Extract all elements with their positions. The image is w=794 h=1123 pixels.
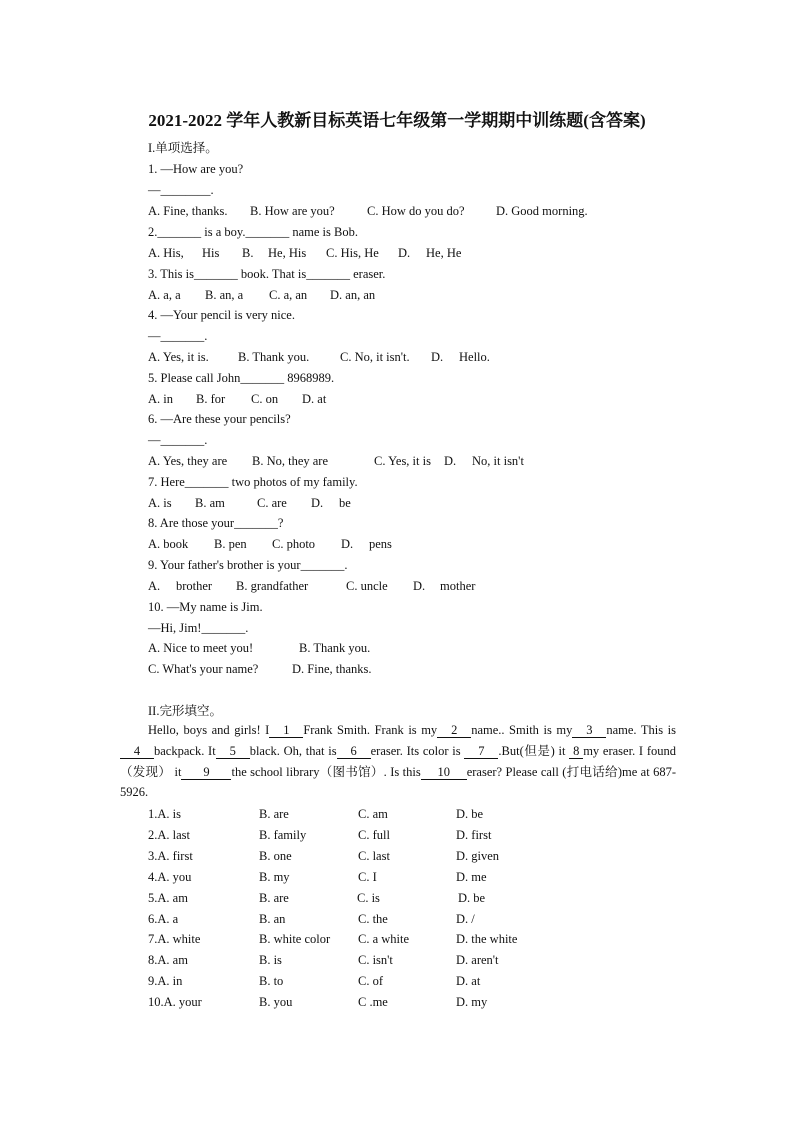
question-4: 4. —Your pencil is very nice. bbox=[148, 308, 295, 322]
option: C. Yes, it is bbox=[374, 454, 431, 468]
option: 3.A. first bbox=[148, 849, 193, 863]
option: B. Thank you. bbox=[299, 641, 371, 655]
question-6: 6. —Are these your pencils? bbox=[148, 412, 291, 426]
option: B. How are you? bbox=[250, 204, 335, 218]
option: A. a, a bbox=[148, 288, 181, 302]
option: Hello. bbox=[459, 350, 490, 364]
blank-9: 9 bbox=[181, 765, 231, 780]
option: C. am bbox=[358, 807, 388, 821]
blank-10: 10 bbox=[421, 765, 467, 780]
passage-text: my eraser. I found（发现） it bbox=[120, 743, 676, 779]
option: D. me bbox=[456, 870, 487, 884]
option: A. book bbox=[148, 537, 189, 551]
option: D. Good morning. bbox=[496, 204, 588, 218]
option: B. for bbox=[196, 392, 226, 406]
cloze-passage bbox=[120, 720, 676, 803]
blank-1: 1 bbox=[269, 723, 303, 738]
passage-text: name.. Smith is my bbox=[471, 723, 573, 737]
option: C. a white bbox=[358, 932, 410, 946]
passage-text: eraser? Please call (打电话给)me at 687-5926. bbox=[120, 764, 676, 800]
option: D. at bbox=[302, 392, 327, 406]
blank-8: 8 bbox=[569, 744, 583, 759]
option: B. family bbox=[259, 828, 307, 842]
option: A. Fine, thanks. bbox=[148, 204, 228, 218]
option: A. is bbox=[148, 496, 172, 510]
question-6-answer-line: —_______. bbox=[148, 433, 208, 447]
passage-text: backpack. It bbox=[154, 743, 216, 758]
option: B. are bbox=[259, 891, 289, 905]
option: C. are bbox=[257, 496, 287, 510]
option: D. / bbox=[456, 912, 475, 926]
question-4-answer-line: —_______. bbox=[148, 329, 208, 343]
option: C. His, He bbox=[326, 246, 379, 260]
option: D. be bbox=[458, 891, 486, 905]
option: D. given bbox=[456, 849, 500, 863]
option: He, He bbox=[426, 246, 462, 260]
question-9: 9. Your father's brother is your_______. bbox=[148, 558, 348, 572]
option: 8.A. am bbox=[148, 953, 188, 967]
option: B. an bbox=[259, 912, 286, 926]
option: C. last bbox=[358, 849, 390, 863]
option: B. am bbox=[195, 496, 225, 510]
passage-text: the school library（图书馆）. Is this bbox=[231, 764, 421, 779]
option: mother bbox=[440, 579, 476, 593]
option: D. an, an bbox=[330, 288, 376, 302]
option: C. I bbox=[358, 870, 377, 884]
option: A. bbox=[148, 579, 161, 593]
question-7: 7. Here_______ two photos of my family. bbox=[148, 475, 358, 489]
option: pens bbox=[369, 537, 392, 551]
option: D. be bbox=[456, 807, 484, 821]
option: A. His, bbox=[148, 246, 184, 260]
passage-text: eraser. Its color is bbox=[370, 743, 465, 758]
blank-4: 4 bbox=[120, 744, 154, 759]
option: A. in bbox=[148, 392, 173, 406]
option: B. to bbox=[259, 974, 284, 988]
option: C. uncle bbox=[346, 579, 388, 593]
option: D. at bbox=[456, 974, 481, 988]
section-heading-1: I.单项选择。 bbox=[148, 141, 218, 155]
blank-3: 3 bbox=[572, 723, 606, 738]
option: 1.A. is bbox=[148, 807, 181, 821]
option: D. Fine, thanks. bbox=[292, 662, 372, 676]
option: B. an, a bbox=[205, 288, 244, 302]
option: C. full bbox=[358, 828, 390, 842]
option: No, it isn't bbox=[472, 454, 524, 468]
question-1: 1. —How are you? bbox=[148, 162, 244, 176]
option: D. bbox=[398, 246, 411, 260]
blank-6: 6 bbox=[337, 744, 371, 759]
option: B. one bbox=[259, 849, 292, 863]
question-1-answer-line: —________. bbox=[148, 183, 214, 197]
option: D. the white bbox=[456, 932, 518, 946]
option: C. a, an bbox=[269, 288, 308, 302]
question-10: 10. —My name is Jim. bbox=[148, 600, 263, 614]
option: C .me bbox=[358, 995, 388, 1009]
option: C. What's your name? bbox=[148, 662, 259, 676]
passage-text: Hello, boys and girls! I bbox=[148, 723, 270, 737]
option: 9.A. in bbox=[148, 974, 183, 988]
option: C. the bbox=[358, 912, 388, 926]
blank-2: 2 bbox=[437, 723, 471, 738]
option: D. first bbox=[456, 828, 492, 842]
option: 2.A. last bbox=[148, 828, 191, 842]
option: He, His bbox=[268, 246, 307, 260]
option: 6.A. a bbox=[148, 912, 179, 926]
option: C. on bbox=[251, 392, 279, 406]
option: D. bbox=[311, 496, 324, 510]
option: C. No, it isn't. bbox=[340, 350, 410, 364]
section-heading-2: II.完形填空。 bbox=[148, 704, 222, 718]
question-10-answer-line: —Hi, Jim!_______. bbox=[148, 621, 249, 635]
option: His bbox=[202, 246, 220, 260]
option: C. is bbox=[357, 891, 380, 905]
passage-text: .But(但是) it bbox=[498, 743, 570, 758]
option: brother bbox=[176, 579, 213, 593]
option: A. Nice to meet you! bbox=[148, 641, 254, 655]
option: A. Yes, they are bbox=[148, 454, 228, 468]
option: 7.A. white bbox=[148, 932, 201, 946]
page-title: 2021-2022 学年人教新目标英语七年级第一学期期中训练题(含答案) bbox=[148, 111, 646, 130]
option: C. of bbox=[358, 974, 383, 988]
option: B. No, they are bbox=[252, 454, 329, 468]
option: D. bbox=[444, 454, 457, 468]
option: C. How do you do? bbox=[367, 204, 465, 218]
option: 4.A. you bbox=[148, 870, 192, 884]
passage-text: black. Oh, that is bbox=[249, 743, 337, 758]
option: be bbox=[339, 496, 351, 510]
option: D. my bbox=[456, 995, 488, 1009]
question-2: 2._______ is a boy._______ name is Bob. bbox=[148, 225, 358, 239]
blank-7: 7 bbox=[464, 744, 498, 759]
blank-5: 5 bbox=[216, 744, 250, 759]
option: B. pen bbox=[214, 537, 247, 551]
option: D. bbox=[431, 350, 444, 364]
option: B. my bbox=[259, 870, 290, 884]
option: B. Thank you. bbox=[238, 350, 310, 364]
option: B. grandfather bbox=[236, 579, 309, 593]
option: D. aren't bbox=[456, 953, 499, 967]
passage-text: Frank Smith. Frank is my bbox=[303, 723, 438, 737]
option: C. isn't bbox=[358, 953, 393, 967]
option: B. white color bbox=[259, 932, 331, 946]
passage-text: name. This is bbox=[606, 723, 676, 737]
option: B. bbox=[242, 246, 254, 260]
option: C. photo bbox=[272, 537, 316, 551]
question-3: 3. This is_______ book. That is_______ eraser. bbox=[148, 267, 386, 281]
option: A. Yes, it is. bbox=[148, 350, 209, 364]
question-8: 8. Are those your_______? bbox=[148, 516, 284, 530]
option: B. is bbox=[259, 953, 282, 967]
option: 10.A. your bbox=[148, 995, 202, 1009]
option: D. bbox=[341, 537, 354, 551]
option: B. are bbox=[259, 807, 289, 821]
option: B. you bbox=[259, 995, 293, 1009]
option: D. bbox=[413, 579, 426, 593]
option: 5.A. am bbox=[148, 891, 188, 905]
question-5: 5. Please call John_______ 8968989. bbox=[148, 371, 335, 385]
